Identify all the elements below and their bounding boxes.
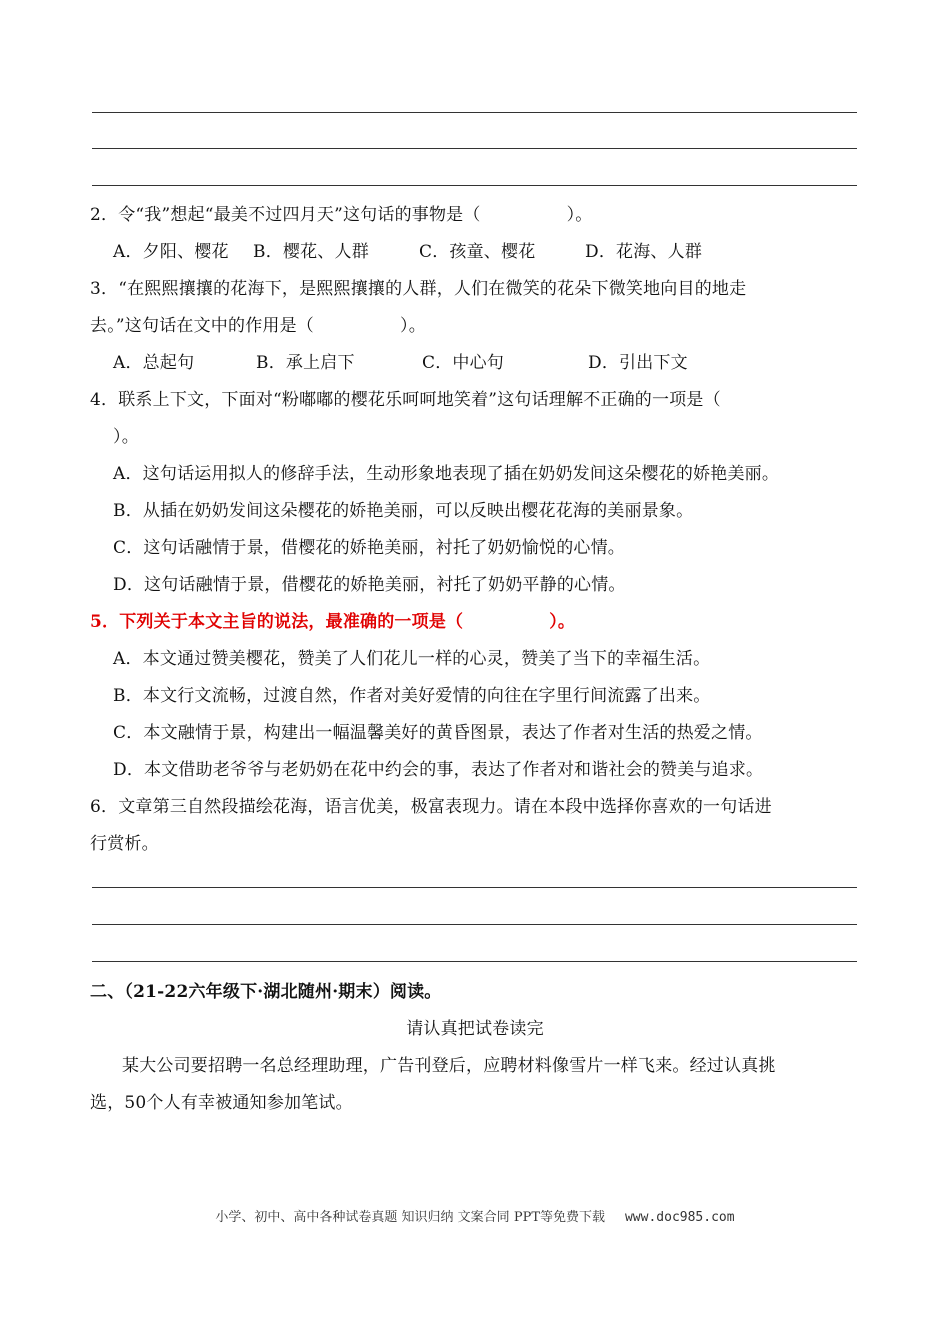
question-2-options	[113, 240, 702, 264]
article-title: 请认真把试卷读完	[406, 1019, 544, 1039]
question-3-options	[113, 351, 688, 375]
answer-line	[92, 924, 857, 925]
question-6-stem-line2: 行赏析。	[90, 834, 159, 854]
footer-text: 小学、初中、高中各种试卷真题 知识归纳 文案合同 PPT等免费下载	[215, 1210, 605, 1225]
option-d: D．花海、人群	[585, 242, 703, 262]
question-4-stem-line2: ）。	[113, 427, 139, 447]
option-c: C．孩童、樱花	[419, 242, 536, 262]
section-2-heading: 二、（21-22六年级下·湖北随州·期末）阅读。	[90, 982, 442, 1002]
question-3-stem-line2: 去。”这句话在文中的作用是（ ）。	[90, 316, 426, 336]
question-5-option-d: D．本文借助老爷爷与老奶奶在花中约会的事，表达了作者对和谐社会的赞美与追求。	[113, 760, 764, 780]
question-4-option-d: D．这句话融情于景，借樱花的娇艳美丽，衬托了奶奶平静的心情。	[113, 575, 626, 595]
question-2-stem: 2．令“我”想起“最美不过四月天”这句话的事物是（ ）。	[90, 205, 593, 225]
question-3-stem-line1: 3．“在熙熙攘攘的花海下，是熙熙攘攘的人群，人们在微笑的花朵下微笑地向目的地走	[90, 279, 747, 299]
page-footer	[0, 1206, 950, 1225]
question-5-option-a: A．本文通过赞美樱花，赞美了人们花儿一样的心灵，赞美了当下的幸福生活。	[113, 649, 711, 669]
question-4-option-c: C．这句话融情于景，借樱花的娇艳美丽，衬托了奶奶愉悦的心情。	[113, 538, 626, 558]
option-a: A．总起句	[113, 353, 195, 373]
answer-line	[92, 148, 857, 149]
question-6-stem-line1: 6．文章第三自然段描绘花海，语言优美，极富表现力。请在本段中选择你喜欢的一句话进	[90, 797, 772, 817]
option-c: C．中心句	[422, 353, 505, 373]
option-b: B．樱花、人群	[253, 242, 369, 262]
question-4-option-a: A．这句话运用拟人的修辞手法，生动形象地表现了插在奶奶发间这朵樱花的娇艳美丽。	[113, 464, 780, 484]
option-d: D．引出下文	[588, 353, 688, 373]
answer-line	[92, 961, 857, 962]
question-4-stem-line1: 4．联系上下文，下面对“粉嘟嘟的樱花乐呵呵地笑着”这句话理解不正确的一项是（	[90, 390, 721, 410]
answer-line	[92, 112, 857, 113]
question-5-option-c: C．本文融情于景，构建出一幅温馨美好的黄昏图景，表达了作者对生活的热爱之情。	[113, 723, 763, 743]
question-5-option-b: B．本文行文流畅，过渡自然，作者对美好爱情的向往在字里行间流露了出来。	[113, 686, 711, 706]
question-5-stem: 5．下列关于本文主旨的说法，最准确的一项是（ ）。	[90, 612, 576, 632]
footer-url[interactable]: www.doc985.com	[624, 1210, 735, 1225]
article-paragraph-line1: 某大公司要招聘一名总经理助理，广告刊登后，应聘材料像雪片一样飞来。经过认真挑	[122, 1056, 776, 1076]
option-b: B．承上启下	[256, 353, 355, 373]
answer-line	[92, 887, 857, 888]
option-a: A．夕阳、樱花	[113, 242, 229, 262]
answer-line	[92, 185, 857, 186]
question-4-option-b: B．从插在奶奶发间这朵樱花的娇艳美丽，可以反映出樱花花海的美丽景象。	[113, 501, 694, 521]
article-paragraph-line2: 选，50个人有幸被通知参加笔试。	[90, 1093, 353, 1113]
